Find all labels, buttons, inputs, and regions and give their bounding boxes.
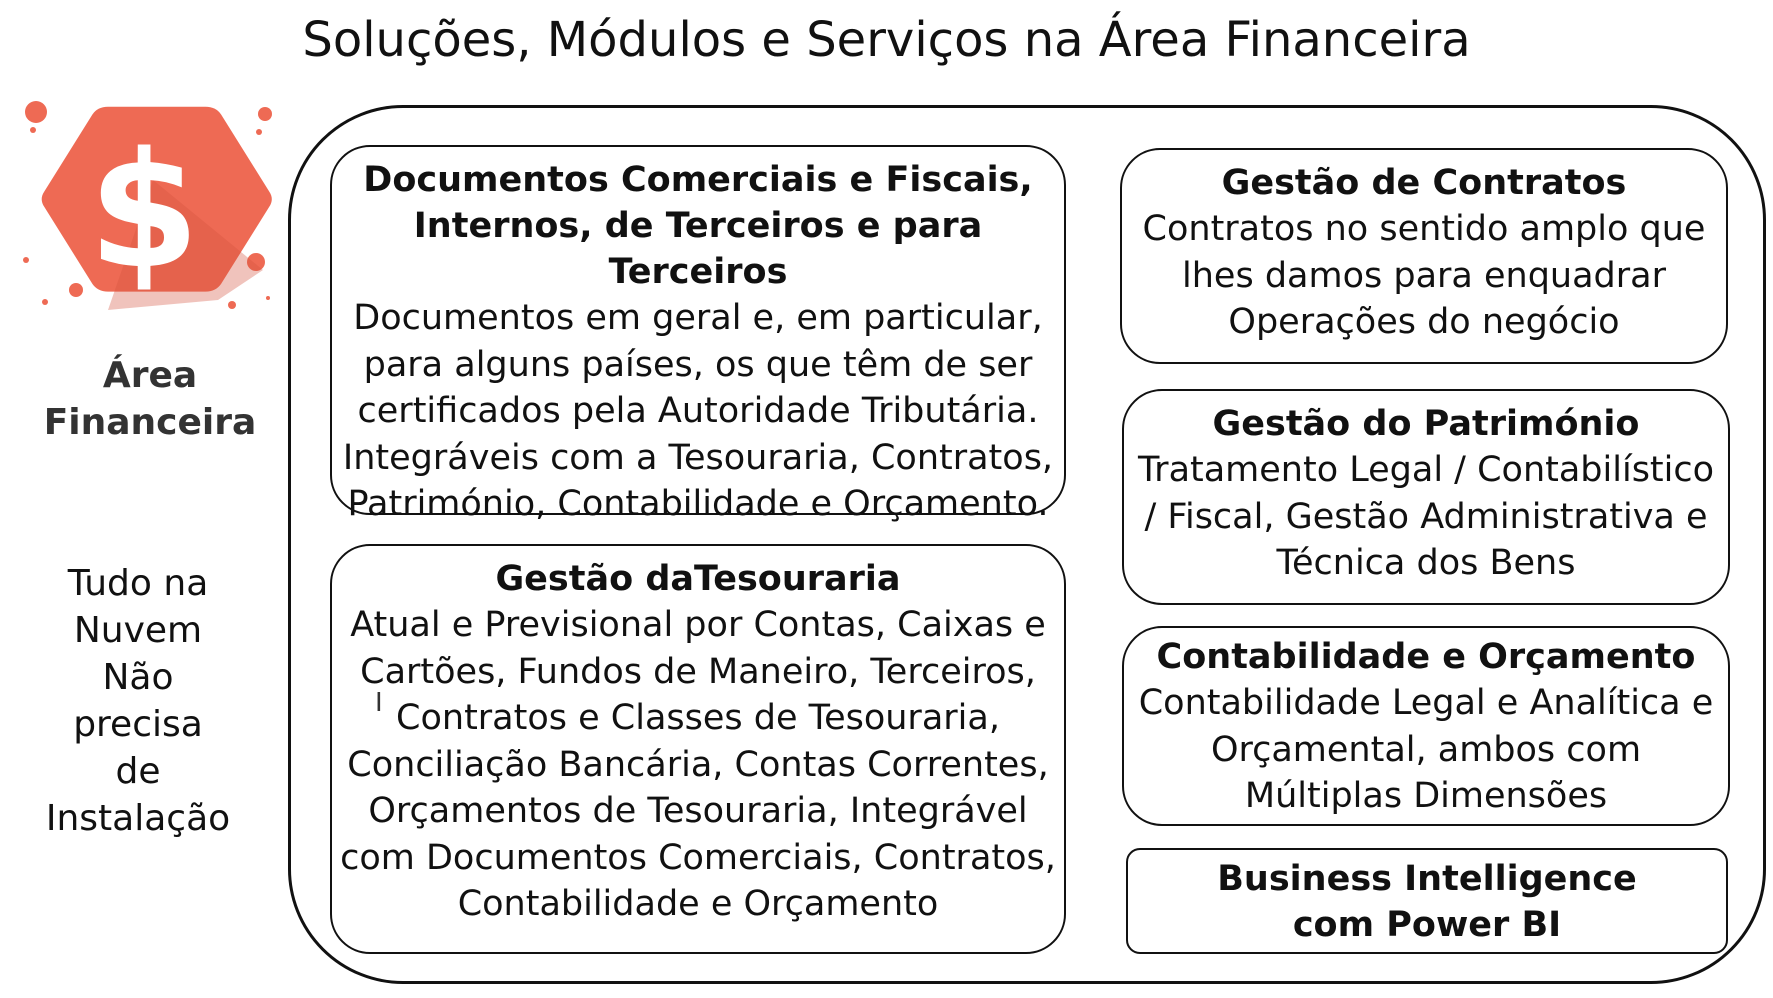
box-body-line: Documentos em geral e, em particular, (353, 298, 1043, 338)
box-heading: Gestão do Património (1212, 404, 1640, 444)
area-label-line-2: Financeira (43, 402, 257, 443)
box-body-line: Múltiplas Dimensões (1244, 776, 1608, 816)
box-body-line: Atual e Previsional por Contas, Caixas e (350, 605, 1046, 645)
box-body-line: Conciliação Bancária, Contas Correntes, (347, 744, 1049, 785)
cloud-note-line-3: Não (102, 657, 174, 698)
page-title: Soluções, Módulos e Serviços na Área Financeira (302, 12, 1471, 68)
box-body-line: Integráveis com a Tesouraria, Contratos, (342, 437, 1054, 478)
box-documentos (330, 145, 1066, 524)
box-heading: Documentos Comerciais e Fiscais, (363, 160, 1033, 200)
box-contabilidade (1122, 626, 1730, 826)
box-heading: Contabilidade e Orçamento (1156, 637, 1696, 677)
box-tesouraria (330, 544, 1066, 954)
cloud-note-line-5: de (115, 751, 161, 792)
box-body-line: com Documentos Comerciais, Contratos, (340, 837, 1056, 878)
box-body-line: Contratos no sentido amplo que (1142, 209, 1706, 249)
text-cursor-icon: I (375, 688, 383, 718)
box-patrimonio (1122, 389, 1730, 605)
box-body-line: Cartões, Fundos de Maneiro, Terceiros, (360, 651, 1036, 692)
box-body-line: Operações do negócio (1228, 302, 1620, 342)
box-heading: Business Intelligence (1217, 859, 1637, 899)
box-body-line: para alguns países, os que têm de ser (363, 344, 1033, 385)
box-heading: Internos, de Terceiros e para Terceiros (413, 206, 983, 292)
box-body-line: Tratamento Legal / Contabilístico (1137, 450, 1715, 490)
box-contratos (1120, 148, 1728, 364)
box-body-line: Técnica dos Bens (1276, 543, 1576, 583)
box-body-line: Contratos e Classes de Tesouraria, (396, 698, 1000, 738)
cloud-note-line-4: precisa (73, 704, 203, 745)
box-body-line: Contabilidade e Orçamento (457, 884, 939, 924)
area-label-line-1: Área (102, 355, 198, 396)
cloud-note-line-2: Nuvem (73, 610, 203, 651)
svg-text:$: $ (88, 117, 200, 304)
box-body-line: lhes damos para enquadrar (1182, 255, 1666, 296)
box-body-line: Património, Contabilidade e Orçamento. (347, 484, 1049, 524)
box-body-line: Orçamental, ambos com (1210, 729, 1642, 770)
cloud-note-line-1: Tudo na (67, 563, 209, 604)
area-label (40, 352, 260, 446)
box-business-intelligence (1126, 848, 1728, 954)
box-heading: Gestão de Contratos (1221, 163, 1627, 203)
cloud-note-line-6: Instalação (45, 798, 231, 839)
cloud-note (28, 560, 248, 842)
box-heading: com Power BI (1292, 905, 1562, 945)
box-body-line: Orçamentos de Tesouraria, Integrável (368, 791, 1028, 831)
box-body-line: / Fiscal, Gestão Administrativa e (1144, 496, 1708, 537)
box-body-line: Contabilidade Legal e Analítica e (1138, 683, 1714, 723)
box-heading: Gestão daTesouraria (495, 559, 901, 599)
box-body-line: certificados pela Autoridade Tributária. (357, 391, 1039, 431)
dollar-hexagon-icon (18, 100, 283, 350)
